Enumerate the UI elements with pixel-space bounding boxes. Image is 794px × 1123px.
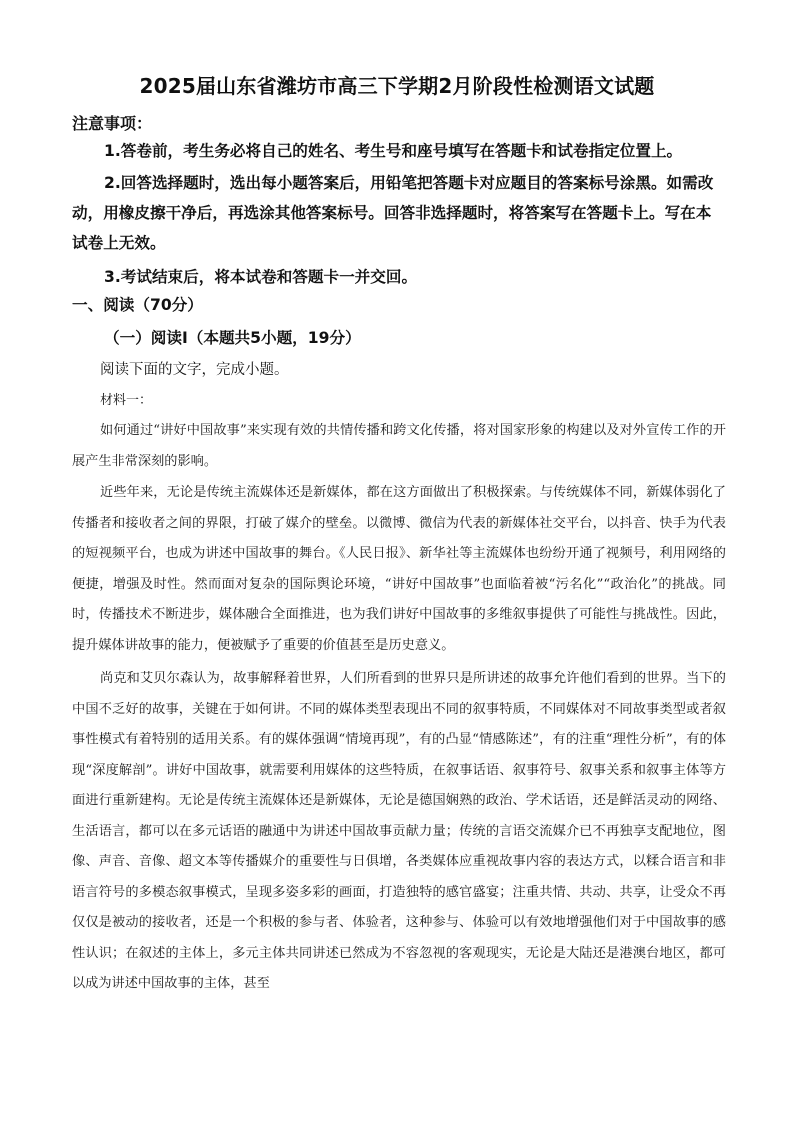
subsection-heading: （一）阅读Ⅰ（本题共5小题，19分） — [104, 329, 361, 347]
material-paragraph-1: 如何通过“讲好中国故事”来实现有效的共情传播和跨文化传播，将对国家形象的构建以及对外宣传工作的开展产生非常深刻的影响。 — [72, 423, 726, 469]
notice-item-1: 1.答卷前，考生务必将自己的姓名、考生号和座号填写在答题卡和试卷指定位置上。 — [104, 142, 683, 160]
material-paragraph-2: 近些年来，无论是传统主流媒体还是新媒体，都在这方面做出了积极探索。与传统媒体不同，新媒体弱化了传播者和接收者之间的界限，打破了媒介的壁垒。以微博、微信为代表的新媒体社交平台，以抖音、快手为代表的短视频平台，也成为讲述中国故事的舞台。《人民日报》、新华社等主流媒体也纷纷开通了视频号，利用网络的便捷，增强及时性。然而面对复杂的国际舆论环境，“讲好中国故事”也面临着被“污名化”“政治化”的挑战。同时，传播技术不断进步，媒体融合全面推进，也为我们讲好中国故事的多维叙事提供了可能性与挑战性。因此，提升媒体讲故事的能力，便被赋予了重要的价值甚至是历史意义。 — [72, 485, 726, 653]
material-label: 材料一： — [100, 393, 153, 408]
material-paragraph-3: 尚克和艾贝尔森认为，故事解释着世界，人们所看到的世界只是所讲述的故事允许他们看到的世界。当下的中国不乏好的故事，关键在于如何讲。不同的媒体类型表现出不同的叙事特质，不同媒体对不同故事类型或者叙事性模式有着特别的适用关系。有的媒体强调“情境再现”，有的凸显“情感陈述”，有的注重“理性分析”，有的体现“深度解剖”。讲好中国故事，就需要利用媒体的这些特质，在叙事话语、叙事符号、叙事关系和叙事主体等方面进行重新建构。无论是传统主流媒体还是新媒体，无论是德国娴熟的政治、学术话语，还是鲜活灵动的网络、生活语言，都可以在多元话语的融通中为讲述中国故事贡献力量；传统的言语交流媒介已不再独享支配地位，图像、声音、音像、超文本等传播媒介的重要性与日俱增，各类媒体应重视故事内容的表达方式，以糅合语言和非语言符号的多模态叙事模式，呈现多姿多彩的画面，打造独特的感官盛宴；注重共情、共动、共享，让受众不再仅仅是被动的接收者，还是一个积极的参与者、体验者，这种参与、体验可以有效地增强他们对于中国故事的感性认识；在叙述的主体上，多元主体共同讲述已然成为不容忽视的客观现实，无论是大陆还是港澳台地区，都可以成为讲述中国故事的主体，甚至 — [72, 671, 726, 991]
notice-heading: 注意事项： — [72, 114, 153, 133]
reading-instruction: 阅读下面的文字，完成小题。 — [100, 362, 289, 378]
notice-item-2: 2.回答选择题时，选出每小题答案后，用铅笔把答题卡对应题目的答案标号涂黑。如需改动，用橡皮擦干净后，再选涂其他答案标号。回答非选择题时，将答案写在答题卡上。写在本试卷上无效。 — [72, 174, 714, 252]
page-title: 2025届山东省潍坊市高三下学期2月阶段性检测语文试题 — [139, 74, 655, 98]
notice-item-3: 3.考试结束后，将本试卷和答题卡一并交回。 — [104, 268, 418, 286]
section-heading: 一、阅读（70分） — [72, 296, 203, 314]
